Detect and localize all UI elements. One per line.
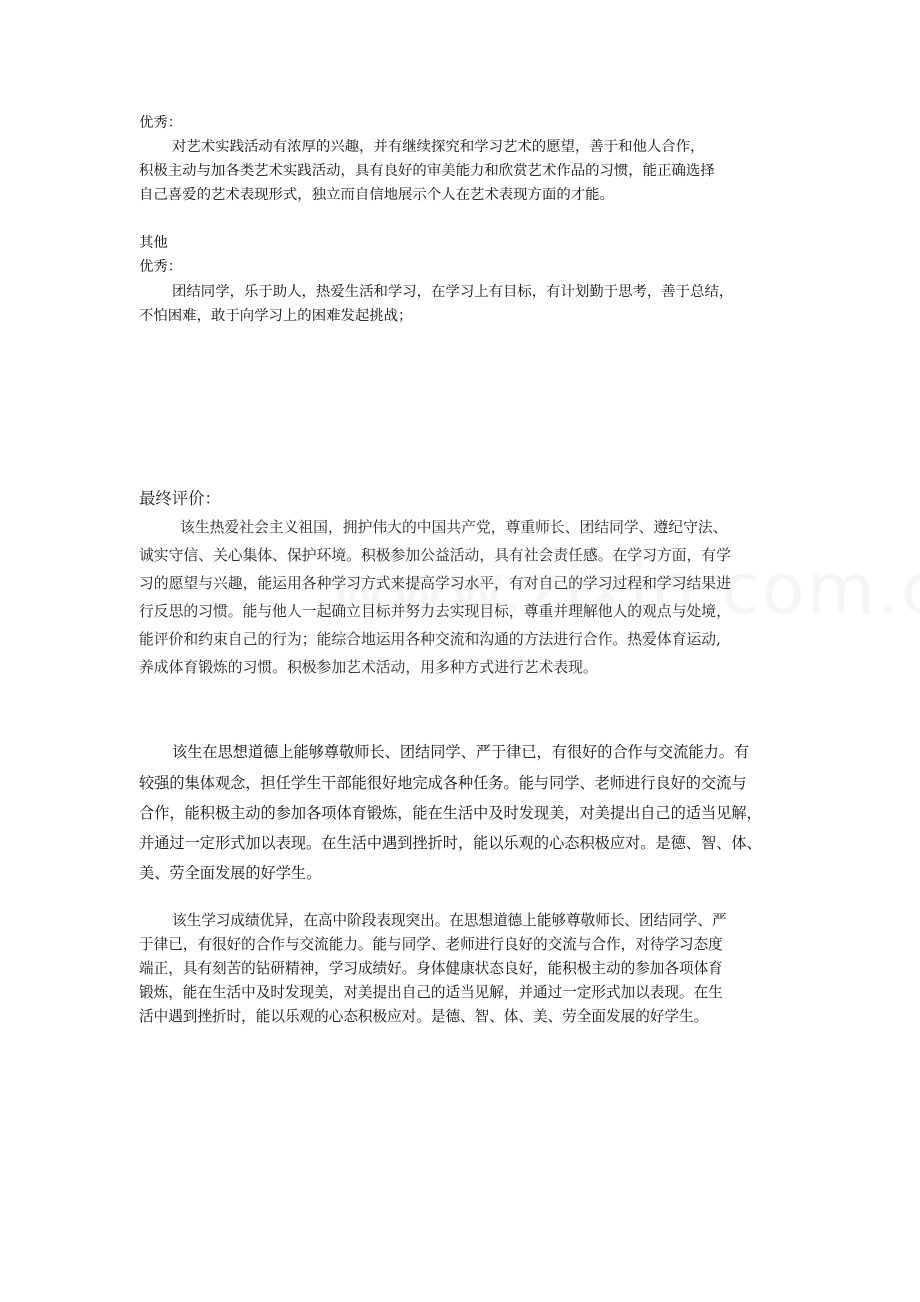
final-evaluation-line: 养成体育锻炼的习惯。积极参加艺术活动，用多种方式进行艺术表现。 [139, 659, 598, 676]
comment-two-line: 较强的集体观念，担任学生干部能很好地完成各种任务。能与同学、老师进行良好的交流与 [139, 774, 747, 792]
other-section-label: 优秀： [139, 259, 183, 275]
comment-two-line: 美、劳全面发展的好学生。 [139, 864, 322, 882]
site-watermark [330, 548, 920, 630]
other-section-heading: 其他 [139, 235, 168, 251]
other-paragraph-line: 不怕困难，敢于向学习上的困难发起挑战； [139, 308, 413, 324]
art-paragraph-line: 对艺术实践活动有浓厚的兴趣，并有继续探究和学习艺术的愿望，善于和他人合作， [172, 139, 705, 155]
comment-three-line: 于律已，有很好的合作与交流能力。能与同学、老师进行良好的交流与合作，对待学习态度 [139, 936, 723, 953]
art-paragraph-line: 积极主动与加各类艺术实践活动，具有良好的审美能力和欣赏艺术作品的习惯，能正确选择 [139, 163, 715, 179]
comment-three-line: 端正，具有刻苦的钻研精神，学习成绩好。身体健康状态良好，能积极主动的参加各项体育 [139, 960, 723, 977]
comment-two-line: 并通过一定形式加以表现。在生活中遇到挫折时，能以乐观的心态积极应对。是德、智、体、 [139, 834, 762, 852]
comment-three-line: 锻炼，能在生活中及时发现美，对美提出自己的适当见解，并通过一定形式加以表现。在生 [139, 984, 723, 1001]
art-section-label: 优秀： [139, 115, 183, 131]
final-evaluation-line: 该生热爱社会主义祖国，拥护伟大的中国共产党，尊重师长、团结同学、遵纪守法、 [180, 519, 728, 536]
final-evaluation-line: 习的愿望与兴趣，能运用各种学习方式来提高学习水平，有对自己的学习过程和学习结果进 [139, 575, 731, 592]
comment-three-line: 该生学习成绩优异，在高中阶段表现突出。在思想道德上能够尊敬师长、团结同学、严 [172, 912, 727, 929]
comment-three-line: 活中遇到挫折时，能以乐观的心态积极应对。是德、智、体、美、劳全面发展的好学生。 [139, 1008, 709, 1025]
final-evaluation-heading: 最终评价： [139, 489, 221, 508]
final-evaluation-line: 能评价和约束自己的行为；能综合地运用各种交流和沟通的方法进行合作。热爱体育运动, [139, 631, 721, 648]
comment-two-line: 合作，能积极主动的参加各项体育锻炼，能在生活中及时发现美，对美提出自己的适当见解， [139, 804, 762, 822]
final-evaluation-line: 诚实守信、关心集体、保护环境。积极参加公益活动，具有社会责任感。在学习方面，有学 [139, 547, 731, 564]
comment-two-line: 该生在思想道德上能够尊敬师长、团结同学、严于律已，有很好的合作与交流能力。有 [172, 743, 750, 761]
art-paragraph-line: 自己喜爱的艺术表现形式，独立而自信地展示个人在艺术表现方面的才能。 [139, 187, 614, 203]
other-paragraph-line: 团结同学，乐于助人，热爱生活和学习，在学习上有目标，有计划勤于思考，善于总结， [172, 284, 734, 300]
final-evaluation-line: 行反思的习惯。能与他人一起确立目标并努力去实现目标，尊重并理解他人的观点与处境， [139, 603, 731, 620]
